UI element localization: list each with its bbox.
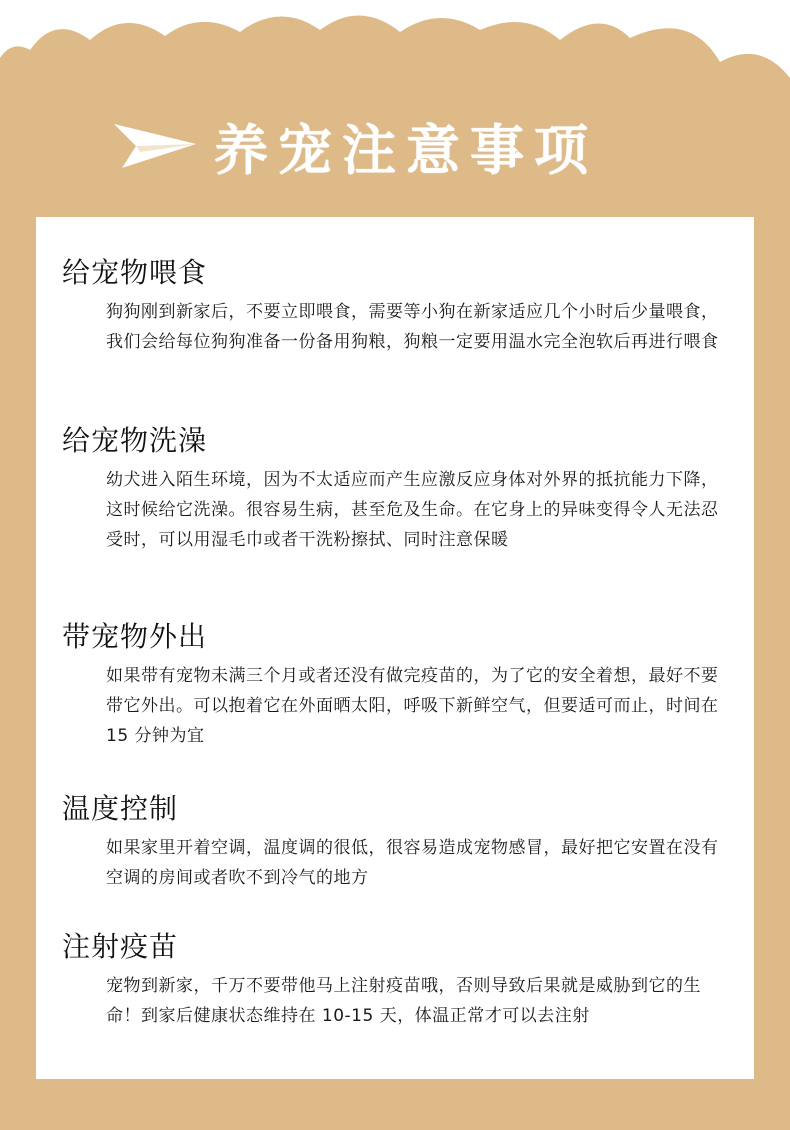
- page-title: 养宠注意事项: [214, 118, 598, 182]
- section-title: 给宠物洗澡: [62, 424, 208, 457]
- section-temperature: [62, 789, 728, 927]
- cloud-border-top: [0, 0, 790, 120]
- section-outing: [62, 617, 728, 789]
- section-vaccination: [62, 927, 728, 1031]
- section-body: 狗狗刚到新家后，不要立即喂食，需要等小狗在新家适应几个小时后少量喂食，我们会给每位狗狗准备一份备用狗粮，狗粮一定要用温水完全泡软后再进行喂食: [106, 302, 719, 352]
- content-card: [36, 217, 754, 1079]
- section-body: 幼犬进入陌生环境，因为不太适应而产生应激反应身体对外界的抵抗能力下降，这时候给它洗澡。很容易生病，甚至危及生命。在它身上的异味变得令人无法忍受时，可以用湿毛巾或者干洗粉擦拭、同时注意保暖: [106, 470, 719, 550]
- section-body: 如果带有宠物未满三个月或者还没有做完疫苗的，为了它的安全着想，最好不要带它外出。可以抱着它在外面晒太阳，呼吸下新鲜空气，但要适可而止，时间在 15 分钟为宜: [106, 666, 719, 746]
- paper-plane-icon: [110, 116, 200, 176]
- section-title: 温度控制: [62, 792, 179, 825]
- section-feeding: [62, 253, 728, 421]
- section-title: 注射疫苗: [62, 930, 179, 963]
- section-bathing: [62, 421, 728, 617]
- header-title-group: [110, 108, 598, 184]
- section-title: 给宠物喂食: [62, 256, 208, 289]
- section-body: 宠物到新家，千万不要带他马上注射疫苗哦，否则导致后果就是威胁到它的生命！到家后健康状态维持在 10-15 天，体温正常才可以去注射: [106, 976, 701, 1026]
- section-title: 带宠物外出: [62, 620, 208, 653]
- section-body: 如果家里开着空调，温度调的很低，很容易造成宠物感冒，最好把它安置在没有空调的房间或者吹不到冷气的地方: [106, 838, 719, 888]
